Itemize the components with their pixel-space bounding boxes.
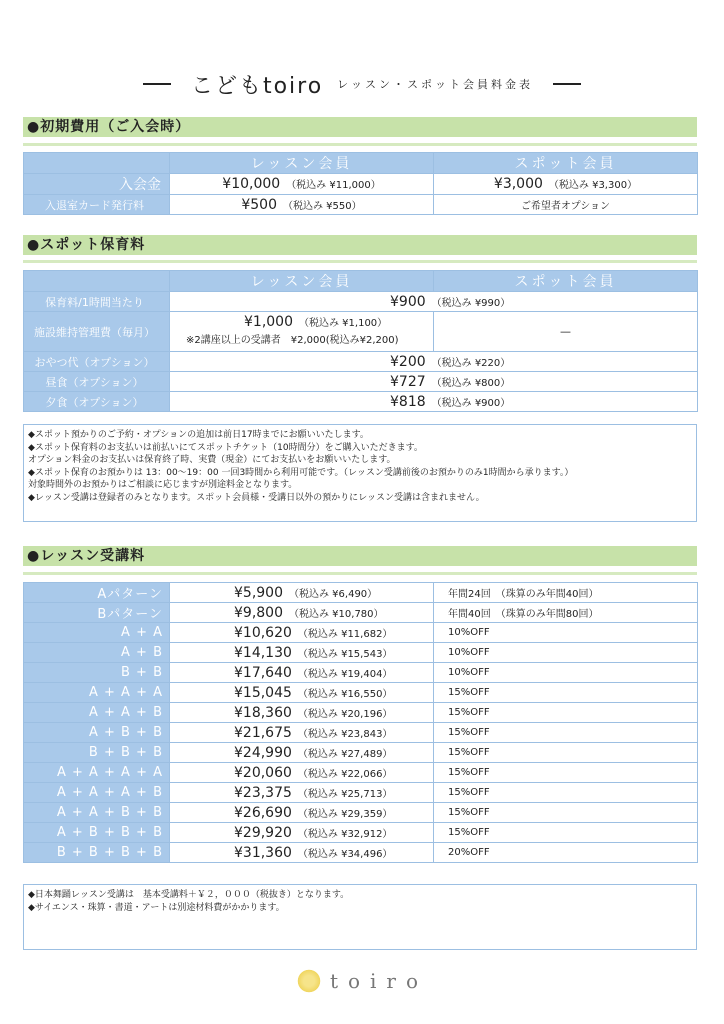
tax-included: （税込み ¥10,780）	[289, 608, 384, 620]
tax-included: （税込み ¥23,843）	[297, 728, 393, 740]
price: ¥10,620	[234, 624, 292, 641]
pattern-label: A + A	[24, 623, 170, 643]
pattern-label: Bパターン	[24, 603, 170, 623]
initial-fee-table	[23, 152, 698, 215]
discount-note: 年間24回 （珠算のみ年間40回）	[434, 583, 698, 603]
table-row	[24, 743, 698, 763]
table-row	[24, 583, 698, 603]
tax-included: （税込み ¥20,196）	[297, 708, 393, 720]
note-line: ◆サイエンス・珠算・書道・アートは別途材料費がかかります。	[28, 902, 285, 913]
table-row	[24, 195, 698, 215]
price: ¥10,000	[222, 176, 281, 192]
table-row	[24, 392, 698, 412]
pattern-label: B + B + B	[24, 743, 170, 763]
note-line: ◆スポット保育料のお支払いは前払いにてスポットチケット（10時間分）をご購入いただきます。	[28, 442, 423, 453]
section-spot-heading: ●スポット保育料	[23, 235, 697, 255]
tax-included: （税込み ¥990）	[431, 297, 511, 309]
tax-included: （税込み ¥29,359）	[297, 808, 393, 820]
price: ¥31,360	[234, 844, 292, 861]
price: ¥17,640	[234, 664, 292, 681]
discount-note: 15%OFF	[434, 763, 698, 783]
pattern-label: A + B + B	[24, 723, 170, 743]
tax-included: （税込み ¥3,300）	[548, 180, 638, 191]
discount-note: 15%OFF	[434, 723, 698, 743]
price: ¥26,690	[234, 804, 292, 821]
tax-included: （税込み ¥6,490）	[289, 588, 378, 600]
section-divider	[23, 572, 697, 575]
row-label: おやつ代（オプション）	[24, 352, 170, 372]
price: ¥3,000	[493, 176, 543, 192]
table-row	[24, 312, 698, 352]
discount-note: 15%OFF	[434, 743, 698, 763]
table-row	[24, 372, 698, 392]
price: ¥29,920	[234, 824, 292, 841]
pattern-label: B + B + B + B	[24, 843, 170, 863]
pattern-label: A + A + A + A	[24, 763, 170, 783]
table-row	[24, 683, 698, 703]
table-row	[24, 843, 698, 863]
pattern-label: A + A + A	[24, 683, 170, 703]
price: ¥5,900	[234, 584, 283, 601]
option-text: ご希望者オプション	[434, 195, 698, 215]
section-lesson-heading: ●レッスン受講料	[23, 546, 697, 566]
note-line: ◆スポット預かりのご予約・オプションの追加は前日17時までにお願いいたします。	[28, 430, 369, 440]
section-divider	[23, 260, 697, 263]
row-label: 昼食（オプション）	[24, 372, 170, 392]
discount-note: 10%OFF	[434, 663, 698, 683]
pattern-label: A + B	[24, 643, 170, 663]
price: ¥15,045	[234, 684, 292, 701]
section-initial-heading: ●初期費用（ご入会時）	[23, 117, 697, 137]
table-row	[24, 763, 698, 783]
pattern-label: B + B	[24, 663, 170, 683]
tax-included: （税込み ¥11,000）	[286, 180, 381, 191]
discount-note: 15%OFF	[434, 703, 698, 723]
pattern-label: A + A + B	[24, 703, 170, 723]
price: ¥14,130	[234, 644, 292, 661]
discount-note: 10%OFF	[434, 643, 698, 663]
spot-fee-table	[23, 270, 698, 412]
note-line: ◆レッスン受講は登録者のみとなります。スポット会員様・受講日以外の預かりにレッスン受講は含まれません。	[28, 492, 485, 503]
tax-included: （税込み ¥22,066）	[297, 768, 393, 780]
tax-included: （税込み ¥1,100）	[299, 318, 388, 329]
note-line: ◆日本舞踊レッスン受講は 基本受講料＋￥２，０００（税抜き）となります。	[28, 890, 350, 900]
tax-included: （税込み ¥800）	[431, 377, 511, 389]
price: ¥9,800	[234, 604, 283, 621]
table-row	[24, 623, 698, 643]
note-line: オプション料金のお支払いは保育終了時、実費（現金）にてお支払いをお願いいたします。	[28, 455, 396, 465]
title-sub: レッスン・スポット会員料金表	[337, 78, 534, 91]
tax-included: （税込み ¥15,543）	[297, 648, 393, 660]
row-label: 保育料/1時間当たり	[24, 292, 170, 312]
tax-included: （税込み ¥25,713）	[297, 788, 393, 800]
spot-notes-box	[23, 424, 697, 522]
discount-note: 年間40回 （珠算のみ年間80回）	[434, 603, 698, 623]
discount-note: 15%OFF	[434, 803, 698, 823]
pattern-label: A + B + B + B	[24, 823, 170, 843]
logo-wordmark: toiro	[329, 969, 429, 993]
price: ¥20,060	[234, 764, 292, 781]
pattern-label: A + A + B + B	[24, 803, 170, 823]
table-row	[24, 643, 698, 663]
pattern-label: A + A + A + B	[24, 783, 170, 803]
table-row	[24, 292, 698, 312]
pattern-label: Aパターン	[24, 583, 170, 603]
note-line: ◆スポット保育のお預かりは 13：00〜19：00 一回3時間から利用可能です。（レッスン受講前後のお預かりのみ1時間から承ります。）	[28, 467, 574, 478]
table-row	[24, 823, 698, 843]
discount-note: 20%OFF	[434, 843, 698, 863]
tax-included: （税込み ¥16,550）	[297, 688, 393, 700]
tax-included: （税込み ¥550）	[283, 200, 362, 212]
price: ¥18,360	[234, 704, 292, 721]
row-label: 入会金	[24, 174, 170, 195]
row-label: 施設維持管理費（毎月）	[24, 312, 170, 352]
header-lesson-member: レッスン会員	[170, 271, 434, 292]
tax-included: （税込み ¥19,404）	[297, 668, 393, 680]
title-dash-right	[553, 83, 581, 85]
discount-note: 15%OFF	[434, 823, 698, 843]
section-divider	[23, 143, 697, 146]
tax-included: （税込み ¥34,496）	[297, 848, 393, 860]
price: ¥21,675	[234, 724, 292, 741]
table-row	[24, 663, 698, 683]
header-blank	[24, 271, 170, 292]
row-label: 入退室カード発行料	[24, 195, 170, 215]
tax-included: （税込み ¥900）	[431, 397, 511, 409]
lesson-fee-table	[23, 582, 698, 863]
price: ¥200	[390, 353, 426, 370]
tax-included: （税込み ¥220）	[431, 357, 511, 369]
price: ¥500	[241, 196, 277, 213]
table-row	[24, 352, 698, 372]
price: ¥900	[390, 293, 426, 310]
discount-note: 15%OFF	[434, 683, 698, 703]
discount-note: 15%OFF	[434, 783, 698, 803]
table-row	[24, 603, 698, 623]
table-row	[24, 703, 698, 723]
table-row	[24, 723, 698, 743]
price: ¥818	[390, 393, 426, 410]
dash-empty: —	[434, 312, 698, 352]
header-spot-member: スポット会員	[434, 271, 698, 292]
tax-included: （税込み ¥27,489）	[297, 748, 393, 760]
price: ¥24,990	[234, 744, 292, 761]
table-row	[24, 783, 698, 803]
price: ¥1,000	[244, 314, 293, 330]
table-row	[24, 803, 698, 823]
price: ¥23,375	[234, 784, 292, 801]
note-line: 対象時間外のお預かりはご相談に応じますが別途料金となります。	[28, 480, 298, 490]
sun-flower-icon	[296, 968, 322, 994]
header-spot-member: スポット会員	[434, 153, 698, 174]
title-dash-left	[143, 83, 171, 85]
price: ¥727	[390, 373, 426, 390]
toiro-logo	[0, 963, 724, 999]
facility-note: ※2講座以上の受講者 ¥2,000(税込み¥2,200)	[186, 335, 399, 346]
row-label: 夕食（オプション）	[24, 392, 170, 412]
page-title	[0, 64, 724, 104]
discount-note: 10%OFF	[434, 623, 698, 643]
header-blank	[24, 153, 170, 174]
tax-included: （税込み ¥11,682）	[297, 628, 393, 640]
tax-included: （税込み ¥32,912）	[297, 828, 393, 840]
lesson-notes-box	[23, 884, 697, 950]
table-row	[24, 174, 698, 195]
header-lesson-member: レッスン会員	[170, 153, 434, 174]
title-main: こどもtoiro	[190, 73, 324, 99]
